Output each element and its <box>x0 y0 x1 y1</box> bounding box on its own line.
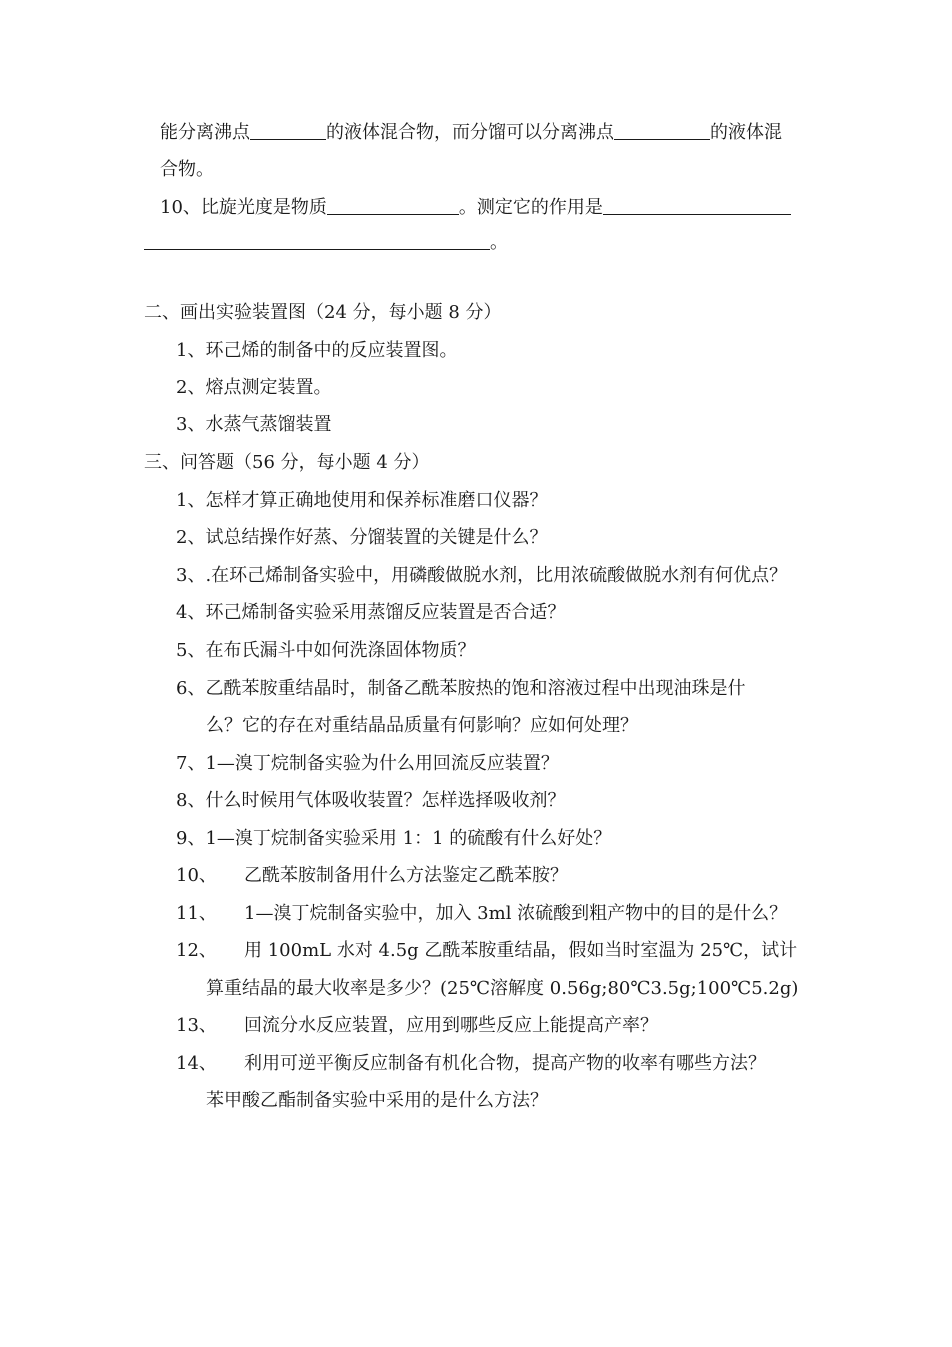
q10-line-1 <box>160 196 791 220</box>
question-item: 5、在布氏漏斗中如何洗涤固体物质？ <box>176 640 476 661</box>
section2-item: 3、水蒸气蒸馏装置 <box>176 414 332 435</box>
question-item: 9、1—溴丁烷制备实验采用 1：1 的硫酸有什么好处？ <box>176 828 612 849</box>
question-number: 12、 <box>176 940 217 961</box>
question-item <box>176 902 787 926</box>
question-item <box>176 939 797 963</box>
question-number: 14、 <box>176 1053 217 1074</box>
question-item: 4、环己烯制备实验采用蒸馏反应装置是否合适？ <box>176 602 566 623</box>
section2-item: 1、环己烯的制备中的反应装置图。 <box>176 340 458 361</box>
section3-heading: 三、问答题（56 分，每小题 4 分） <box>144 452 430 473</box>
q9-text-3: 的液体混 <box>710 122 782 143</box>
q10-blank-1[interactable] <box>327 196 459 215</box>
question-text: 用 100mL 水对 4.5g 乙酰苯胺重结晶，假如当时室温为 25℃，试计 <box>244 940 798 961</box>
question-text: 乙酰苯胺制备用什么方法鉴定乙酰苯胺？ <box>244 865 568 886</box>
q10-line-2 <box>144 231 508 255</box>
section2-heading: 二、画出实验装置图（24 分，每小题 8 分） <box>144 302 502 323</box>
q9-line-2: 合物。 <box>160 159 214 180</box>
question-item: 7、1—溴丁烷制备实验为什么用回流反应装置？ <box>176 753 559 774</box>
question-number: 10、 <box>176 865 217 886</box>
q9-blank-2[interactable] <box>614 121 710 140</box>
q10-blank-2[interactable] <box>603 196 791 215</box>
question-item: 1、怎样才算正确地使用和保养标准磨口仪器？ <box>176 490 548 511</box>
q10-text-2: 。测定它的作用是 <box>458 197 603 218</box>
q9-blank-1[interactable] <box>250 121 326 140</box>
question-number: 13、 <box>176 1015 217 1036</box>
question-item: 8、什么时候用气体吸收装置？怎样选择吸收剂？ <box>176 790 566 811</box>
question-item <box>176 1014 658 1038</box>
question-text: 1—溴丁烷制备实验中，加入 3ml 浓硫酸到粗产物中的目的是什么？ <box>244 903 788 924</box>
question-number: 11、 <box>176 903 217 924</box>
question-item: 6、乙酰苯胺重结晶时，制备乙酰苯胺热的饱和溶液过程中出现油珠是什 <box>176 678 746 699</box>
question-item-continuation: 么？它的存在对重结晶品质量有何影响？应如何处理？ <box>206 715 638 736</box>
q9-line-1 <box>160 121 782 145</box>
question-item: 2、试总结操作好蒸、分馏装置的关键是什么？ <box>176 527 548 548</box>
question-item <box>176 864 568 888</box>
q9-text-2: 的液体混合物，而分馏可以分离沸点 <box>326 122 614 143</box>
question-text: 回流分水反应装置，应用到哪些反应上能提高产率？ <box>244 1015 658 1036</box>
question-item-continuation: 算重结晶的最大收率是多少？(25℃溶解度 0.56g;80℃3.5g;100℃5.2g) <box>206 978 799 999</box>
q9-text-1: 能分离沸点 <box>160 122 250 143</box>
q10-text-1: 10、比旋光度是物质 <box>160 197 327 218</box>
section2-item: 2、熔点测定装置。 <box>176 377 332 398</box>
question-item <box>176 1052 766 1076</box>
q10-blank-3[interactable] <box>144 231 490 250</box>
q10-text-3: 。 <box>490 232 508 253</box>
question-text: 利用可逆平衡反应制备有机化合物，提高产物的收率有哪些方法？ <box>244 1053 766 1074</box>
question-item: 3、.在环己烯制备实验中，用磷酸做脱水剂，比用浓硫酸做脱水剂有何优点？ <box>176 565 788 586</box>
question-item-continuation: 苯甲酸乙酯制备实验中采用的是什么方法？ <box>206 1090 548 1111</box>
